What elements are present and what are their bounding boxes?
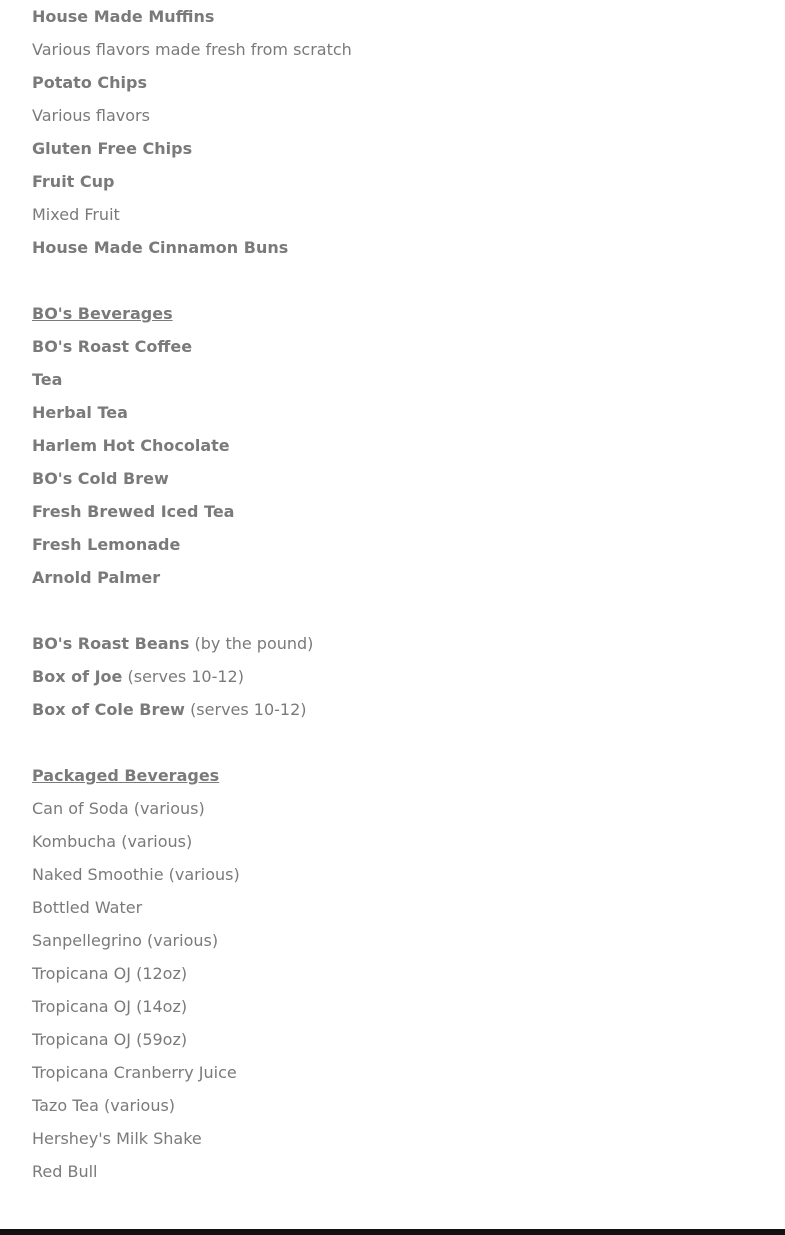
beverage-item: Herbal Tea: [32, 403, 128, 422]
packaged-item: Red Bull: [32, 1162, 98, 1181]
menu-item-name: Fruit Cup: [32, 172, 115, 191]
packaged-item: Tropicana OJ (59oz): [32, 1030, 188, 1049]
beverage-item: Arnold Palmer: [32, 568, 161, 587]
beverage-item: BO's Roast Coffee: [32, 337, 193, 356]
menu-item-name: House Made Cinnamon Buns: [32, 238, 289, 257]
packaged-item: Can of Soda (various): [32, 799, 205, 818]
bulk-item-note: (serves 10-12): [190, 700, 307, 719]
menu-list: [32, 0, 772, 1188]
menu-item-name: House Made Muffins: [32, 7, 215, 26]
menu-item-name: Gluten Free Chips: [32, 139, 193, 158]
menu-item-name: Potato Chips: [32, 73, 147, 92]
beverage-item: BO's Cold Brew: [32, 469, 169, 488]
packaged-item: Tropicana Cranberry Juice: [32, 1063, 237, 1082]
bulk-item-name: Box of Joe: [32, 667, 123, 686]
bulk-item-name: Box of Cole Brew: [32, 700, 185, 719]
menu-item-description: Various flavors made fresh from scratch: [32, 40, 352, 59]
bulk-item: [32, 693, 772, 726]
beverage-item: Fresh Brewed Iced Tea: [32, 502, 235, 521]
footer-bar: [0, 1229, 785, 1235]
beverage-item: Tea: [32, 370, 63, 389]
packaged-item: Sanpellegrino (various): [32, 931, 219, 950]
bulk-item-note: (by the pound): [194, 634, 314, 653]
section-spacer: [32, 726, 772, 759]
packaged-item: Tazo Tea (various): [32, 1096, 176, 1115]
packaged-item: Bottled Water: [32, 898, 143, 917]
packaged-item: Kombucha (various): [32, 832, 193, 851]
beverage-item: Harlem Hot Chocolate: [32, 436, 230, 455]
packaged-item: Tropicana OJ (14oz): [32, 997, 188, 1016]
bulk-item: [32, 660, 772, 693]
bulk-item-note: (serves 10-12): [127, 667, 244, 686]
menu-item-description: Mixed Fruit: [32, 205, 120, 224]
bulk-item-name: BO's Roast Beans: [32, 634, 190, 653]
section-heading-packaged: Packaged Beverages: [32, 766, 220, 785]
packaged-item: Naked Smoothie (various): [32, 865, 240, 884]
section-heading-beverages: BO's Beverages: [32, 304, 173, 323]
section-spacer: [32, 594, 772, 627]
packaged-item: Hershey's Milk Shake: [32, 1129, 202, 1148]
packaged-item: Tropicana OJ (12oz): [32, 964, 188, 983]
bulk-item: [32, 627, 772, 660]
beverage-item: Fresh Lemonade: [32, 535, 181, 554]
section-spacer: [32, 264, 772, 297]
menu-item-description: Various flavors: [32, 106, 150, 125]
